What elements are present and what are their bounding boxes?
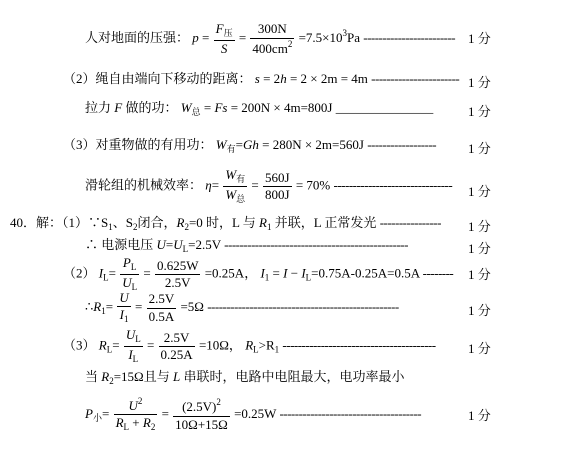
fraction-25v-over-025a: $\frac{2.5V}{0.25A}$ [160,329,193,362]
score-4: 1 分 [468,141,491,156]
useful-work-line: （3）对重物做的有用功： $W_有=Gh = 280N \times 2m=560J$ ------------------ [63,137,437,154]
efficiency-line: 滑轮组的机械效率： η= $\frac{W_有}{W_总}$ = $\frac{560J}{800J}$ = 70% ------------------------------- [85,167,453,204]
min-power-line: $P_小=$ $\frac{U^2}{R_L + R_2}$ = $\frac{(2.5V)^2}{10\Omega+15\Omega}$ =0.25W ------------------------------------- [85,396,422,433]
score-7: 1 分 [468,241,491,256]
score-1: 1 分 [468,31,491,46]
score-3: 1 分 [468,104,491,119]
distance-line: （2）绳自由端向下移动的距离： s = 2h = 2 × 2m = 4m ----------------------- [63,71,460,86]
pressure-line: 人对地面的压强： p = $\frac{F_压}{S}$ = $\frac{300N}{400cm^2}$ $=7.5\times 10^3Pa$ ------------------------ [85,21,456,56]
score-5: 1 分 [468,184,491,199]
series-condition-line: 当 $R_2=15\Omega$且与 L 串联时，电路中电阻最大，电功率最小 [85,369,405,386]
fraction-w-useful-over-w-total: $\frac{W_有}{W_总}$ [225,167,246,204]
fraction-560-over-800: $\frac{560J}{800J}$ [265,169,290,202]
fraction-pl-over-ul: $\frac{P_L}{U_L}$ [122,255,138,292]
fraction-u2-over-rl-plus-r2: $\frac{U^2}{R_L + R_2}$ [115,396,156,433]
score-9: 1 分 [468,303,491,318]
fraction-u-over-i1: $\frac{U}{I_1}$ [119,290,129,325]
score-10: 1 分 [468,341,491,356]
fraction-300n-over-400cm2: $\frac{300N}{400cm^2}$ [252,21,293,56]
score-2: 1 分 [468,75,491,90]
q40-part1-line: 40．解：$(1)\because S_1$、$S_2$闭合，$R_2=0$ 时，L 与 $R_1$ 并联，L 正常发光 ---------------- [10,215,441,232]
current-line: （2） $I_L=$ $\frac{P_L}{U_L}$ = $\frac{0.625W}{2.5V}$ =0.25A， $I_1 = I - I_L=0.75A-0.25A=0.5A$ -------- [63,255,454,292]
resistance-r1-line: $\therefore R_1=$ $\frac{U}{I_1}$ = $\frac{2.5V}{0.5A}$ =5Ω -------------------------------------------------- [85,290,399,325]
fraction-ul-over-il: $\frac{U_L}{I_L}$ [125,327,141,364]
source-voltage-line: ∴ 电源电压 $U=U_L=2.5V$ ------------------------------------------------ [85,237,408,254]
fraction-25v2-over-25ohm: $\frac{(2.5V)^2}{10\Omega+15\Omega}$ [175,397,228,432]
fraction-25v-over-05a: $\frac{2.5V}{0.5A}$ [148,291,175,324]
score-6: 1 分 [468,219,491,234]
score-11: 1 分 [468,408,491,423]
resistance-rl-line: （3） $R_L=$ $\frac{U_L}{I_L}$ = $\frac{2.5V}{0.25A}$ =10Ω， $R_L>R_1$ ---------------------------------------- [63,327,436,364]
score-8: 1 分 [468,267,491,282]
fraction-0625w-over-25v: $\frac{0.625W}{2.5V}$ [156,257,199,290]
fraction-f-over-s: $\frac{F_压}{S}$ [215,21,233,56]
work-total-line: 拉力 F 做的功： $W_总 = Fs = 200N \times 4m=800J$ _______________ [85,100,434,117]
